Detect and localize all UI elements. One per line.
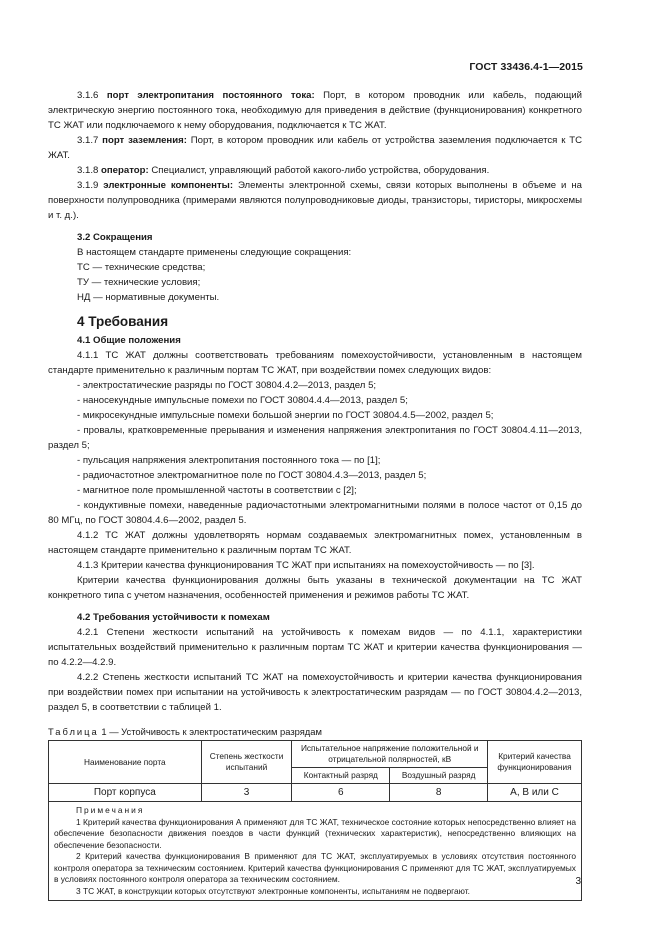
cell-air: 8 <box>390 784 488 802</box>
cell-contact: 6 <box>292 784 390 802</box>
abbreviation-item: ТС — технические средства; <box>77 262 206 273</box>
interference-list-item: - магнитное поле промышленной частоты в соответствии с [2]; <box>77 485 357 496</box>
cell-port: Порт корпуса <box>49 784 202 802</box>
header-port-name: Наименование порта <box>49 741 202 784</box>
abbreviations-list <box>48 245 582 305</box>
header-air-discharge: Воздушный разряд <box>390 768 488 784</box>
term-3-1-9: 3.1.9 электронные компоненты: Элементы электронной схемы, связи которых выполнены в объеме и на поверхности полупроводника (примерами являются полупроводниковые диоды, транзисторы, тиристоры, микросхемы и т. д.). <box>48 180 582 221</box>
paragraph-4-2-2: 4.2.2 Степень жесткости испытаний ТС ЖАТ на помехоустойчивость и критерии качества функционирования при воздействии помех при испытании на устойчивость к электростатическим разрядам — по ГОСТ 30804.4.2—2013, раздел 5, в соответствии с таблицей 1. <box>48 672 582 713</box>
header-severity: Степень жесткости испытаний <box>201 741 292 784</box>
note-item: 1 Критерий качества функционирования А применяют для ТС ЖАТ, техническое состояние которых непосредственно влияет на обеспечение безопасности движения поездов в части функций (технических характеристик), непосредственно влияющих на обеспечение безопасности. <box>54 816 576 850</box>
paragraph-4-1-3-criteria: Критерии качества функционирования должны быть указаны в технической документации на ТС ЖАТ конкретного типа с учетом назначения, особенностей применения и режимов работы ТС ЖАТ. <box>48 575 582 601</box>
section-4-1-heading: 4.1 Общие положения <box>77 335 181 346</box>
interference-list-item: - микросекундные импульсные помехи большой энергии по ГОСТ 30804.4.5—2002, раздел 5; <box>77 410 494 421</box>
term-3-1-8: 3.1.8 оператор: Специалист, управляющий работой какого-либо устройства, оборудования. <box>77 165 490 176</box>
header-criteria: Критерий качества функционирования <box>488 741 582 784</box>
paragraph-4-2-1: 4.2.1 Степени жесткости испытаний на устойчивость к помехам видов — по 4.1.1, характеристики испытательных воздействий применительно к различным портам ТС ЖАТ и критерии качества функционирования — по 4.2.2—4.2.9. <box>48 627 582 668</box>
interference-list-item: - пульсация напряжения электропитания постоянного тока — по [1]; <box>77 455 381 466</box>
table-notes <box>49 802 582 901</box>
header-contact-discharge: Контактный разряд <box>292 768 390 784</box>
notes-title: Примечания <box>76 805 145 815</box>
interference-list-item: - наносекундные импульсные помехи по ГОСТ 30804.4.4—2013, раздел 5; <box>77 395 408 406</box>
note-item: 3 ТС ЖАТ, в конструкции которых отсутствуют электронные компоненты, испытаниям не подвергают. <box>76 885 470 896</box>
interference-list-item: - кондуктивные помехи, наведенные радиочастотными электромагнитными полями в полосе частот от 0,15 до 80 МГц, по ГОСТ 30804.4.6—2002, раздел 5. <box>48 500 582 526</box>
abbreviation-item: НД — нормативные документы. <box>77 292 220 303</box>
interference-list-item: - провалы, кратковременные прерывания и изменения напряжения электропитания по ГОСТ 30804.4.11—2013, раздел 5; <box>48 425 582 451</box>
page-number: 3 <box>575 876 581 887</box>
term-3-1-7: 3.1.7 порт заземления: Порт, в котором проводник или кабель от устройства заземления подключается к ТС ЖАТ. <box>48 135 582 161</box>
abbreviation-item: ТУ — технические условия; <box>77 277 201 288</box>
esd-immunity-table <box>48 740 582 901</box>
section-3-2-heading: 3.2 Сокращения <box>77 232 153 243</box>
standard-code-header: ГОСТ 33436.4-1—2015 <box>469 61 583 73</box>
cell-severity: 3 <box>201 784 292 802</box>
paragraph-4-1-2: 4.1.2 ТС ЖАТ должны удовлетворять нормам создаваемых электромагнитных помех, установленным в настоящем стандарте применительно к различным портам ТС ЖАТ. <box>48 530 582 556</box>
paragraph-4-1-3: 4.1.3 Критерии качества функционирования ТС ЖАТ при испытаниях на помехоустойчивость — по [3]. <box>77 560 535 571</box>
section-4-2-heading: 4.2 Требования устойчивости к помехам <box>77 612 270 623</box>
cell-criteria: А, В или С <box>488 784 582 802</box>
table-caption: Таблица 1 — Устойчивость к электростатическим разрядам <box>48 726 322 737</box>
document-body <box>48 88 582 901</box>
section-4-heading: 4 Требования <box>77 314 169 329</box>
abbreviations-intro: В настоящем стандарте применены следующие сокращения: <box>77 247 352 258</box>
header-test-voltage: Испытательное напряжение положительной и отрицательной полярностей, кВ <box>292 741 488 768</box>
interference-list-item: - радиочастотное электромагнитное поле по ГОСТ 30804.4.3—2013, раздел 5; <box>77 470 427 481</box>
table-row <box>49 784 582 802</box>
note-item: 2 Критерий качества функционирования В применяют для ТС ЖАТ, эксплуатируемых в условиях отсутствия постоянного контроля оператора за техническим состоянием. Критерий качества функционирования С применяют для ТС ЖАТ, эксплуатируемых в условиях постоянного контроля оператора за техническим состоянием. <box>54 851 576 884</box>
term-3-1-6: 3.1.6 порт электропитания постоянного тока: Порт, в котором проводник или кабель, подающий электрическую энергию постоянного тока, необходимую для приведения в действие (функционирования) конкретного ТС ЖАТ или подключаемого к нему оборудования, подключается к ТС ЖАТ. <box>48 90 582 131</box>
paragraph-4-1-1: 4.1.1 ТС ЖАТ должны соответствовать требованиям помехоустойчивости, установленным в настоящем стандарте применительно к различным портам ТС ЖАТ, при воздействии помех следующих видов: <box>48 350 582 376</box>
interference-list-item: - электростатические разряды по ГОСТ 30804.4.2—2013, раздел 5; <box>77 380 377 391</box>
